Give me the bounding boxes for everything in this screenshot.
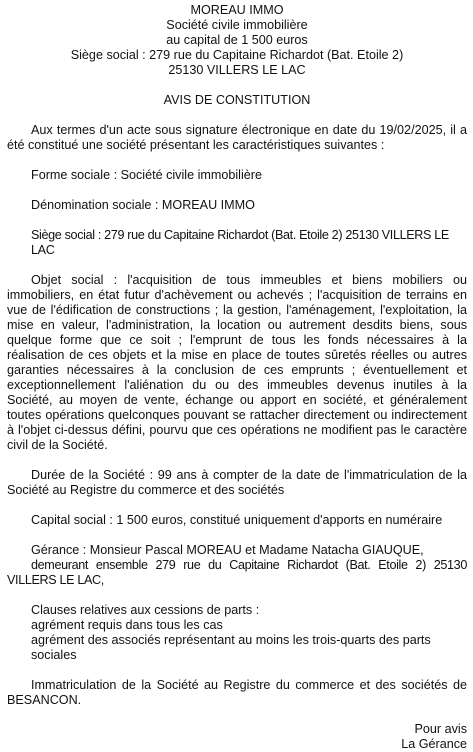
company-type: Société civile immobilière [166, 18, 308, 32]
intro-paragraph: Aux termes d'un acte sous signature électronique en date du 19/02/2025, il a été constitué une société présentant les caractéristiques suivantes : [7, 123, 467, 152]
signature-block [7, 722, 467, 752]
immatriculation: Immatriculation de la Société au Registre du commerce et des sociétés de BESANCON. [7, 678, 467, 707]
clause-item: agrément des associés représentant au moins les trois-quarts des parts sociales [31, 633, 431, 662]
clauses-title: Clauses relatives aux cessions de parts : [31, 603, 260, 617]
clauses-block [7, 603, 467, 663]
siege-social: Siège social : 279 rue du Capitaine Richardot (Bat. Etoile 2) 25130 VILLERS LE LAC [31, 228, 449, 257]
company-header [7, 3, 467, 78]
capital-social: Capital social : 1 500 euros, constitué uniquement d'apports en numéraire [31, 513, 443, 527]
denomination-sociale: Dénomination sociale : MOREAU IMMO [31, 198, 255, 212]
company-name: MOREAU IMMO [190, 3, 284, 17]
clause-item: agrément requis dans tous les cas [31, 618, 223, 632]
gerance-block [7, 543, 467, 588]
notice-title: AVIS DE CONSTITUTION [163, 93, 311, 107]
signature-signer: La Gérance [401, 737, 467, 751]
forme-sociale: Forme sociale : Société civile immobilière [31, 168, 262, 182]
company-city: 25130 VILLERS LE LAC [168, 63, 306, 77]
objet-social: Objet social : l'acquisition de tous immeubles et biens mobiliers ou immobiliers, en état futur d'achèvement ou achevés ; l'acquisition de terrains en vue de l'édification de constructions ; la gestion, l'aménagement, l'exploitation, la mise en valeur, l'administration, la location ou autrement desdits biens, sous quelque forme que ce soit ; l'emprunt de tous les fonds nécessaires à la réalisation de ces objets et la mise en place de toutes sûretés réelles ou autres garanties nécessaires à la conclusion de ces emprunts ; éventuellement et exceptionnellement l'aliénation du ou des immeubles devenus inutiles à la Société, au moyen de vente, échange ou apport en société, et généralement toutes opérations quelconques pouvant se rattacher directement ou indirectement à l'objet ci-dessus défini, pourvu que ces opérations ne modifient pas le caractère civil de la Société. [7, 273, 467, 452]
gerance-address: demeurant ensemble 279 rue du Capitaine Richardot (Bat. Etoile 2) 25130 VILLERS LE LAC, [7, 558, 467, 587]
company-address: Siège social : 279 rue du Capitaine Richardot (Bat. Etoile 2) [70, 48, 404, 62]
gerance-line: Gérance : Monsieur Pascal MOREAU et Madame Natacha GIAUQUE, [31, 543, 424, 557]
duree-societe: Durée de la Société : 99 ans à compter de la date de l'immatriculation de la Société au Registre du commerce et des sociétés [7, 468, 467, 497]
company-capital: au capital de 1 500 euros [166, 33, 308, 47]
signature-line: Pour avis [414, 722, 467, 736]
